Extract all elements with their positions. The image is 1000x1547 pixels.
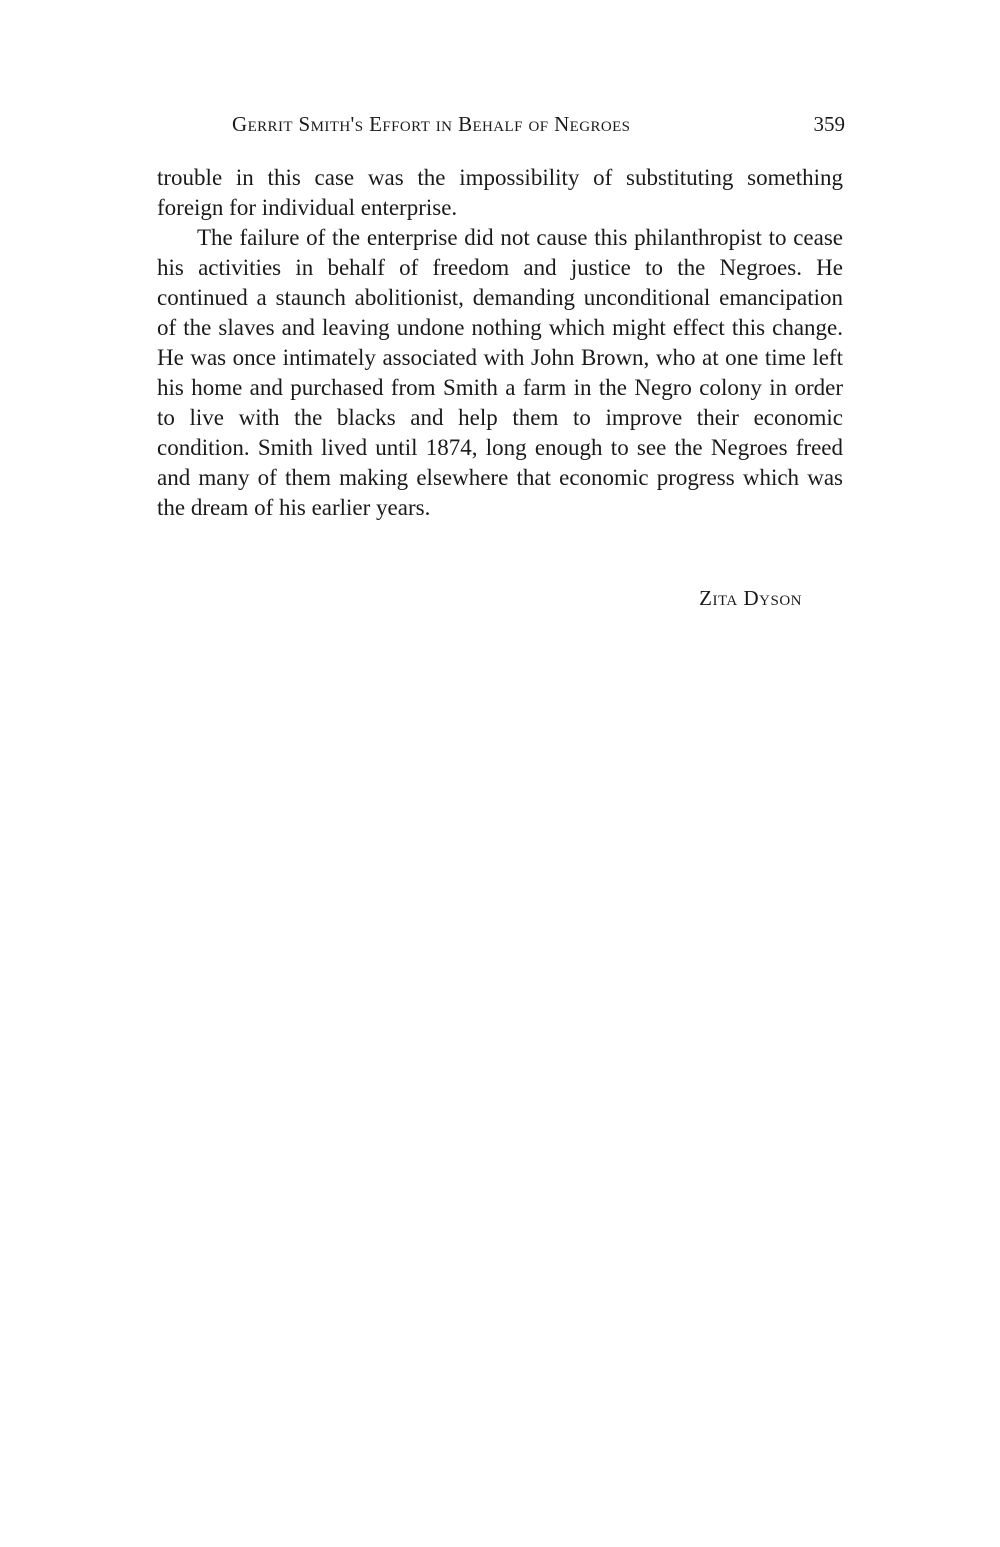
author-byline: Zita Dyson [699, 586, 802, 610]
paragraph-continued: trouble in this case was the impossibility of substituting something foreign for individual enterprise. [157, 165, 843, 220]
running-head-title: Gerrit Smith's Effort in Behalf of Negroes [232, 112, 631, 136]
running-head [157, 112, 845, 142]
body-text [157, 163, 843, 523]
page-number: 359 [813, 112, 845, 136]
paragraph-failure-of-enterprise: The failure of the enterprise did not cause this philanthropist to cease his activities in behalf of freedom and justice to the Negroes. He continued a staunch abolitionist, demanding unconditional emancipation of the slaves and leaving undone nothing which might effect this change. He was once intimately associated with John Brown, who at one time left his home and purchased from Smith a farm in the Negro colony in order to live with the blacks and help them to improve their economic condition. Smith lived until 1874, long enough to see the Negroes freed and many of them making elsewhere that economic progress which was the dream of his earlier years. [157, 225, 843, 520]
